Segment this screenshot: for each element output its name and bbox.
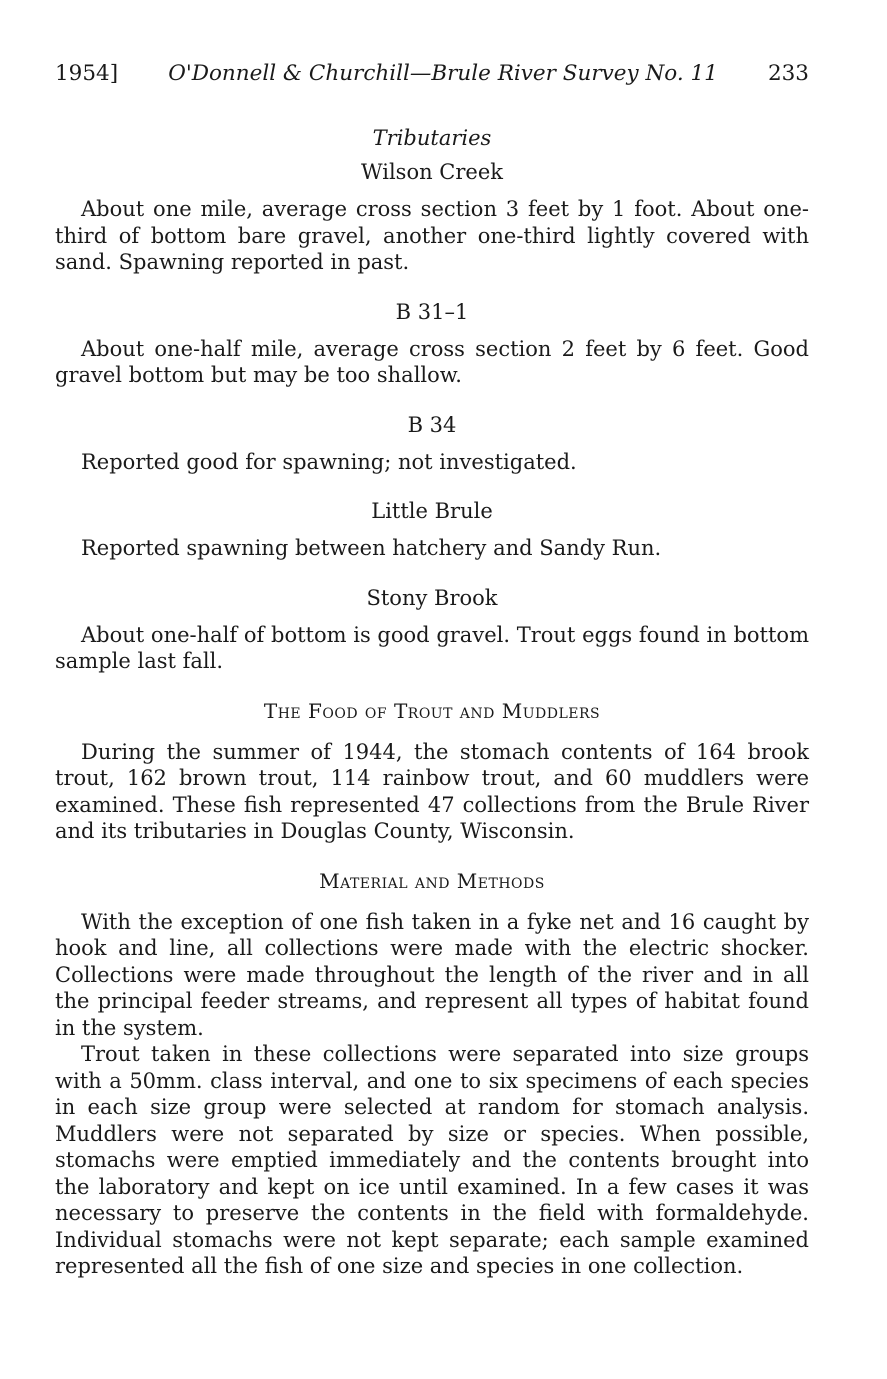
running-title: O'Donnell & Churchill—Brule River Survey No. 11	[168, 61, 718, 86]
page-body	[55, 60, 809, 1280]
paragraph-methods-1: With the exception of one fish taken in a fyke net and 16 caught by hook and line, all collections were made with the electric shocker. Collections were made throughout the length of the river and in all the principal feeder streams, and represent all types of habitat found in the system.	[55, 909, 809, 1040]
page-number: 233	[767, 61, 809, 86]
running-head	[55, 60, 809, 88]
subheading-b31-1: B 31–1	[395, 299, 469, 324]
food-section-heading: The Food of Trout and Muddlers	[263, 698, 601, 723]
paragraph-little-brule: Reported spawning between hatchery and Sandy Run.	[81, 536, 662, 560]
paragraph-b31-1: About one-half mile, average cross section 2 feet by 6 feet. Good gravel bottom but may be too shallow.	[55, 336, 809, 387]
subheading-b34: B 34	[407, 412, 457, 437]
paragraph-food-intro: During the summer of 1944, the stomach contents of 164 brook trout, 162 brown trout, 114 rainbow trout, and 60 muddlers were examined. These fish represented 47 collections from the Brule River and its tributaries in Douglas County, Wisconsin.	[55, 739, 809, 843]
paragraph-b34: Reported good for spawning; not investigated.	[81, 449, 577, 474]
subheading-little-brule: Little Brule	[371, 499, 493, 523]
tributaries-heading: Tributaries	[372, 126, 492, 150]
paragraph-wilson-creek: About one mile, average cross section 3 feet by 1 foot. About one-third of bottom bare gravel, another one-third lightly covered with sand. Spawning reported in past.	[55, 197, 809, 274]
volume-year: 1954]	[55, 61, 119, 86]
subheading-stony-brook: Stony Brook	[366, 585, 498, 610]
methods-section-heading: Material and Methods	[319, 868, 545, 893]
paragraph-stony-brook: About one-half of bottom is good gravel. Trout eggs found in bottom sample last fall.	[55, 622, 809, 673]
subheading-wilson-creek: Wilson Creek	[361, 160, 503, 184]
paragraph-methods-2: Trout taken in these collections were separated into size groups with a 50mm. class interval, and one to six specimens of each species in each size group were selected at random for stomach analysis. Muddlers were not separated by size or species. When possible, stomachs were emptied immediately and the contents brought into the laboratory and kept on ice until examined. In a few cases it was necessary to preserve the contents in the field with formaldehyde. Individual stomachs were not kept separate; each sample examined represented all the fish of one size and species in one collection.	[55, 1042, 809, 1278]
